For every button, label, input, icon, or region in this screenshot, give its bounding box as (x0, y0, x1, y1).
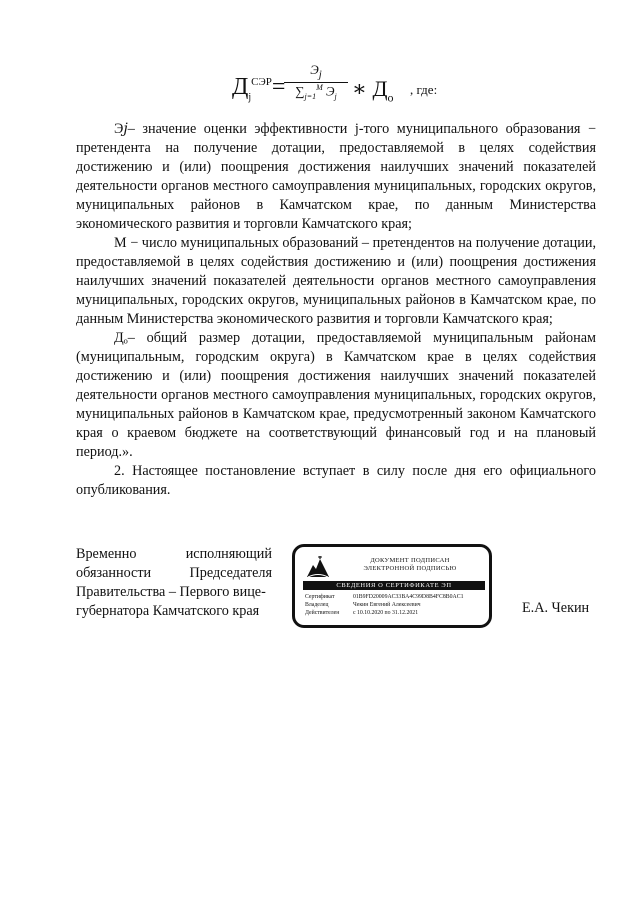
definition-ej: Э𝑗– значение оценки эффективности j-того муниципального образования − претендента на получение дотации, предоставляемой в целях содействия достижению и (или) поощрения достижения наилучших значений показателей деятельности органов местного самоуправления муниципальных, городских округов, муниципальных районов в Камчатском крае, по данным Министерства экономического развития и торговли Камчатского края; (76, 121, 596, 232)
stamp-row-validity: Действителен с 10.10.2020 по 31.12.2021 (305, 610, 419, 616)
stamp-title-line1: ДОКУМЕНТ ПОДПИСАН (370, 557, 450, 564)
signatory-position: Временно исполняющий обязанности Председателя Правительства – Первого вице- губернатора Камчатского края (76, 546, 272, 619)
definition-m: М − число муниципальных образований – претендентов на получение дотации, предоставляемой в целях содействия достижению и (или) поощрения достижения наилучших значений показателей деятельности органов местного самоуправления муниципальных, городских округов, муниципальных районов в Камчатском крае, по данным Министерства экономического развития и торговли Камчатского края; (76, 235, 596, 327)
stamp-row-owner: Владелец Чекин Евгений Алексеевич (305, 602, 421, 608)
dotation-formula (232, 60, 472, 108)
document-body (76, 120, 596, 500)
stamp-row-certificate: Сертификат 01B9FD20009AC33BA4C99D8B4FC8B0AC1 (305, 594, 464, 600)
formula-denominator: $\sum_{j=1}^M$ $Э_j$ (295, 82, 337, 101)
effective-date-clause: 2. Настоящее постановление вступает в силу после дня его официального опубликования. (76, 463, 596, 498)
electronic-signature-stamp (292, 544, 492, 628)
formula-numerator: $Э_j$ (284, 62, 348, 83)
kamchatka-emblem-icon (305, 555, 331, 579)
stamp-title-line2: ЭЛЕКТРОННОЙ ПОДПИСЬЮ (363, 565, 457, 572)
formula-suffix: , где: (410, 82, 438, 97)
formula-fraction (284, 62, 348, 101)
definition-do: Дₒ– общий размер дотации, предоставляемой муниципальным районам (муниципальным, городским округа) в Камчатском крае в целях содействия достижению и (или) поощрения достижения наилучших значений показателей деятельности органов местного самоуправления муниципальных, городских округов, муниципальных районов в Камчатском крае, предусмотренный законом Камчатского края о краевом бюджете на соответствующий финансовый год и на плановый период.». (76, 330, 596, 460)
formula-multiplier: ∗ $Д_о$ (352, 76, 394, 105)
signatory-name: Е.А. Чекин (522, 600, 590, 616)
stamp-cert-header: СВЕДЕНИЯ О СЕРТИФИКАТЕ ЭП (303, 581, 485, 590)
formula-lhs: $Д_j^{СЭР}=$ (232, 74, 286, 103)
